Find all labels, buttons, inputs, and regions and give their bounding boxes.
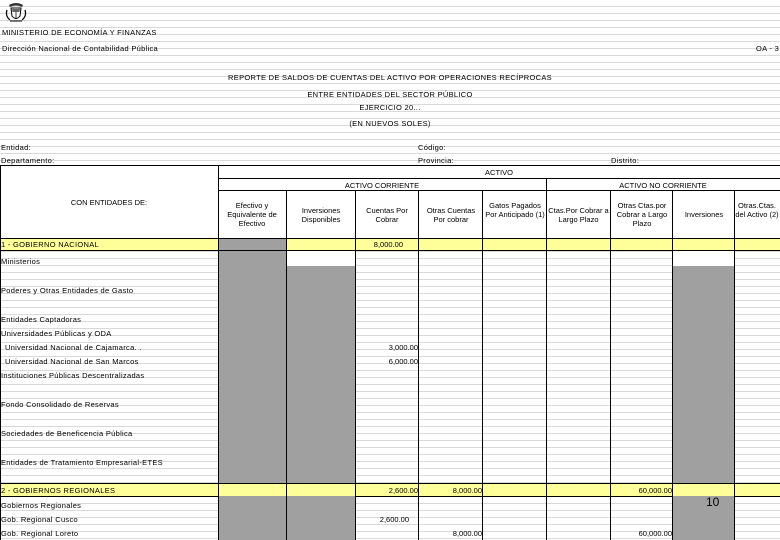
col-line	[546, 178, 547, 540]
col-line	[672, 190, 673, 540]
page-number: 10	[706, 495, 720, 509]
gobiernos-regionales-label: 2 - GOBIERNOS REGIONALES	[1, 486, 116, 495]
direction-name: Dirección Nacional de Contabilidad Pública	[2, 44, 159, 53]
col-line	[0, 165, 1, 540]
poderes-label: Poderes y Otras Entidades de Gasto	[1, 286, 134, 295]
blank-cell	[673, 250, 734, 266]
coat-of-arms-logo	[4, 2, 28, 24]
col-ctas-largo-plazo: Ctas.Por Cobrar a Largo Plazo	[548, 206, 609, 224]
col-line	[734, 190, 735, 540]
col-otras-ctas-activo: Otras.Ctas. del Activo (2)	[735, 201, 779, 219]
col-gastos-pagados: Gatos Pagados Por Anticipado (1)	[485, 201, 545, 219]
cusco-cxc: 2,600.00	[379, 515, 409, 524]
ministerios-label: Ministerios	[1, 257, 41, 266]
loreto-label: Gob. Regional Loreto	[1, 529, 79, 538]
captadoras-label: Entidades Captadoras	[1, 315, 82, 324]
provincia-label: Provincia:	[418, 156, 454, 165]
ministry-name: MINISTERIO DE ECONOMÍA Y FINANZAS	[2, 28, 157, 37]
gr-cxc: 2,600.00	[388, 486, 418, 495]
gr-otras: 8,000.00	[452, 486, 482, 495]
gob-regionales-label: Gobiernos Regionales	[1, 501, 82, 510]
cajamarca-label: Universidad Nacional de Cajamarca. .	[5, 343, 142, 352]
col-inversiones: Inversiones	[684, 210, 724, 219]
report-subtitle: ENTRE ENTIDADES DEL SECTOR PÚBLICO	[307, 90, 473, 99]
activo-no-corriente-header: ACTIVO NO CORRIENTE	[619, 181, 707, 190]
gr-lp: 60,000.00	[638, 486, 672, 495]
distrito-label: Distrito:	[611, 156, 640, 165]
gray-cell	[219, 496, 286, 540]
col-line	[418, 190, 419, 540]
col-otras-cuentas: Otras Cuentas Por cobrar	[426, 206, 476, 224]
descentralizadas-label: Instituciones Públicas Descentralizadas	[1, 371, 145, 380]
entidad-label: Entidad:	[1, 143, 31, 152]
gobierno-nacional-label: 1 - GOBIERNO NACIONAL	[1, 240, 99, 249]
universidades-label: Universidades Públicas y ODA	[1, 329, 112, 338]
activo-corriente-header: ACTIVO CORRIENTE	[344, 181, 420, 190]
gobierno-nacional-cxc: 8,000.00	[373, 240, 403, 249]
header-line	[0, 165, 780, 166]
san-marcos-cxc: 6,000.00	[388, 357, 418, 366]
form-code: OA - 3	[756, 44, 780, 53]
fondo-label: Fondo Consolidado de Reservas	[1, 400, 119, 409]
header-line	[218, 190, 780, 191]
col-efectivo: Efectivo y Equivalente de Efectivo	[227, 201, 277, 228]
codigo-label: Código:	[418, 143, 446, 152]
col-line	[286, 190, 287, 540]
exercise-year: EJERCICIO 20...	[359, 103, 421, 112]
col-otras-ctas-largo-plazo: Otras Ctas.por Cobrar a Largo Plazo	[616, 201, 668, 228]
header-line	[218, 178, 780, 179]
col-line	[218, 165, 219, 540]
cajamarca-cxc: 3,000.00	[388, 343, 418, 352]
currency-note: (EN NUEVOS SOLES)	[349, 119, 431, 128]
con-entidades-header: CON ENTIDADES DE:	[70, 198, 148, 207]
etes-label: Entidades de Tratamiento Empresarial-ETES	[1, 458, 163, 467]
report-title: REPORTE DE SALDOS DE CUENTAS DEL ACTIVO POR OPERACIONES RECÍPROCAS	[228, 73, 552, 82]
gray-cell	[219, 239, 286, 250]
col-line	[482, 190, 483, 540]
cusco-label: Gob. Regional Cusco	[1, 515, 78, 524]
gray-cell	[673, 496, 734, 540]
col-line	[355, 190, 356, 540]
beneficencia-label: Sociedades de Beneficencia Pública	[1, 429, 133, 438]
col-inversiones-disponibles: Inversiones Disponibles	[301, 206, 341, 224]
col-cuentas-por-cobrar: Cuentas Por Cobrar	[366, 206, 408, 224]
departamento-label: Departamento:	[1, 156, 55, 165]
gray-cell	[287, 496, 355, 540]
loreto-otras: 8,000.00	[452, 529, 482, 538]
blank-cell	[287, 250, 355, 266]
loreto-lp: 60,000.00	[638, 529, 672, 538]
san-marcos-label: Universidad Nacional de San Marcos	[5, 357, 139, 366]
activo-header: ACTIVO	[485, 168, 513, 177]
